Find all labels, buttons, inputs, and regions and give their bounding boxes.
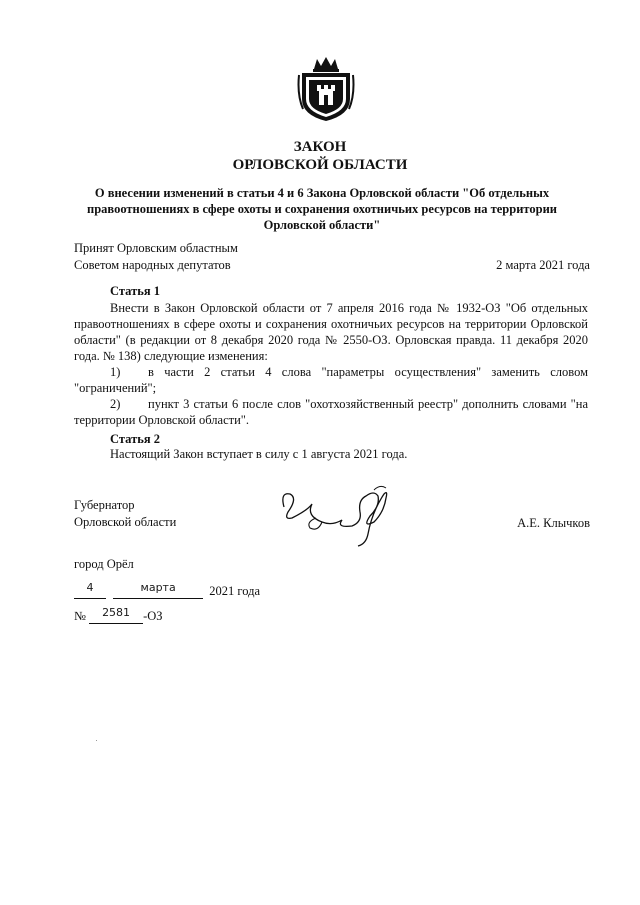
region-title: ОРЛОВСКОЙ ОБЛАСТИ <box>232 157 408 173</box>
city-name: город Орёл <box>74 557 134 571</box>
day-field <box>74 581 106 599</box>
item-number: 1) <box>110 365 121 379</box>
item-text: пункт 3 статьи 6 после слов "охотхозяйственный реестр" дополнить словами "на территории Орловской области". <box>74 397 588 427</box>
year-text: 2021 года <box>209 584 260 598</box>
signing-date <box>74 581 260 600</box>
number-value: 2581 <box>102 606 131 619</box>
handwritten-signature <box>262 482 412 552</box>
article-2-title: Статья 2 <box>110 432 160 446</box>
adoption-authority <box>74 240 238 273</box>
scan-speck <box>96 740 97 741</box>
article-1-intro: Внести в Закон Орловской области от 7 апреля 2016 года № 1932-ОЗ "Об отдельных правоотношениях в сфере охоты и сохранения охотничьих ресурсов на территории Орловской области" (в редакции от 8 декабря 2020 года № 2550-ОЗ. Орловская правда. 11 декабря 2020 года. № 138) следующие изменения: <box>74 301 588 363</box>
position-line-2: Орловской области <box>74 514 177 529</box>
item-number: 2) <box>110 397 121 411</box>
law-subtitle: О внесении изменений в статьи 4 и 6 Закона Орловской области "Об отдельных правоотношениях в сфере охоты и сохранения охотничьих ресурсов на территории Орловской области" <box>87 186 557 232</box>
law-title: ЗАКОН <box>293 139 347 155</box>
article-1-body <box>74 300 588 428</box>
law-number-line <box>74 606 163 625</box>
position-line-1: Губернатор <box>74 498 135 512</box>
month-value: марта <box>140 581 176 594</box>
month-field <box>113 581 203 599</box>
adoption-line-1: Принят Орловским областным <box>74 241 238 255</box>
day-value: 4 <box>86 581 94 594</box>
article-2-text: Настоящий Закон вступает в силу с 1 августа 2021 года. <box>110 447 408 461</box>
number-suffix: -ОЗ <box>143 609 163 623</box>
adoption-line-2: Советом народных депутатов <box>74 257 231 272</box>
article-1-item <box>74 396 588 428</box>
signatory-position <box>74 497 176 530</box>
article-1-title: Статья 1 <box>110 284 160 298</box>
coat-of-arms-emblem <box>297 55 355 123</box>
article-2-body <box>74 446 588 462</box>
number-sign: № <box>74 609 86 623</box>
number-field <box>89 606 143 624</box>
adoption-date: 2 марта 2021 года <box>496 258 590 272</box>
item-text: в части 2 статьи 4 слова "параметры осуществления" заменить словом "ограничений"; <box>74 365 588 395</box>
article-1-item <box>74 364 588 396</box>
governor-name: А.Е. Клычков <box>517 516 590 530</box>
